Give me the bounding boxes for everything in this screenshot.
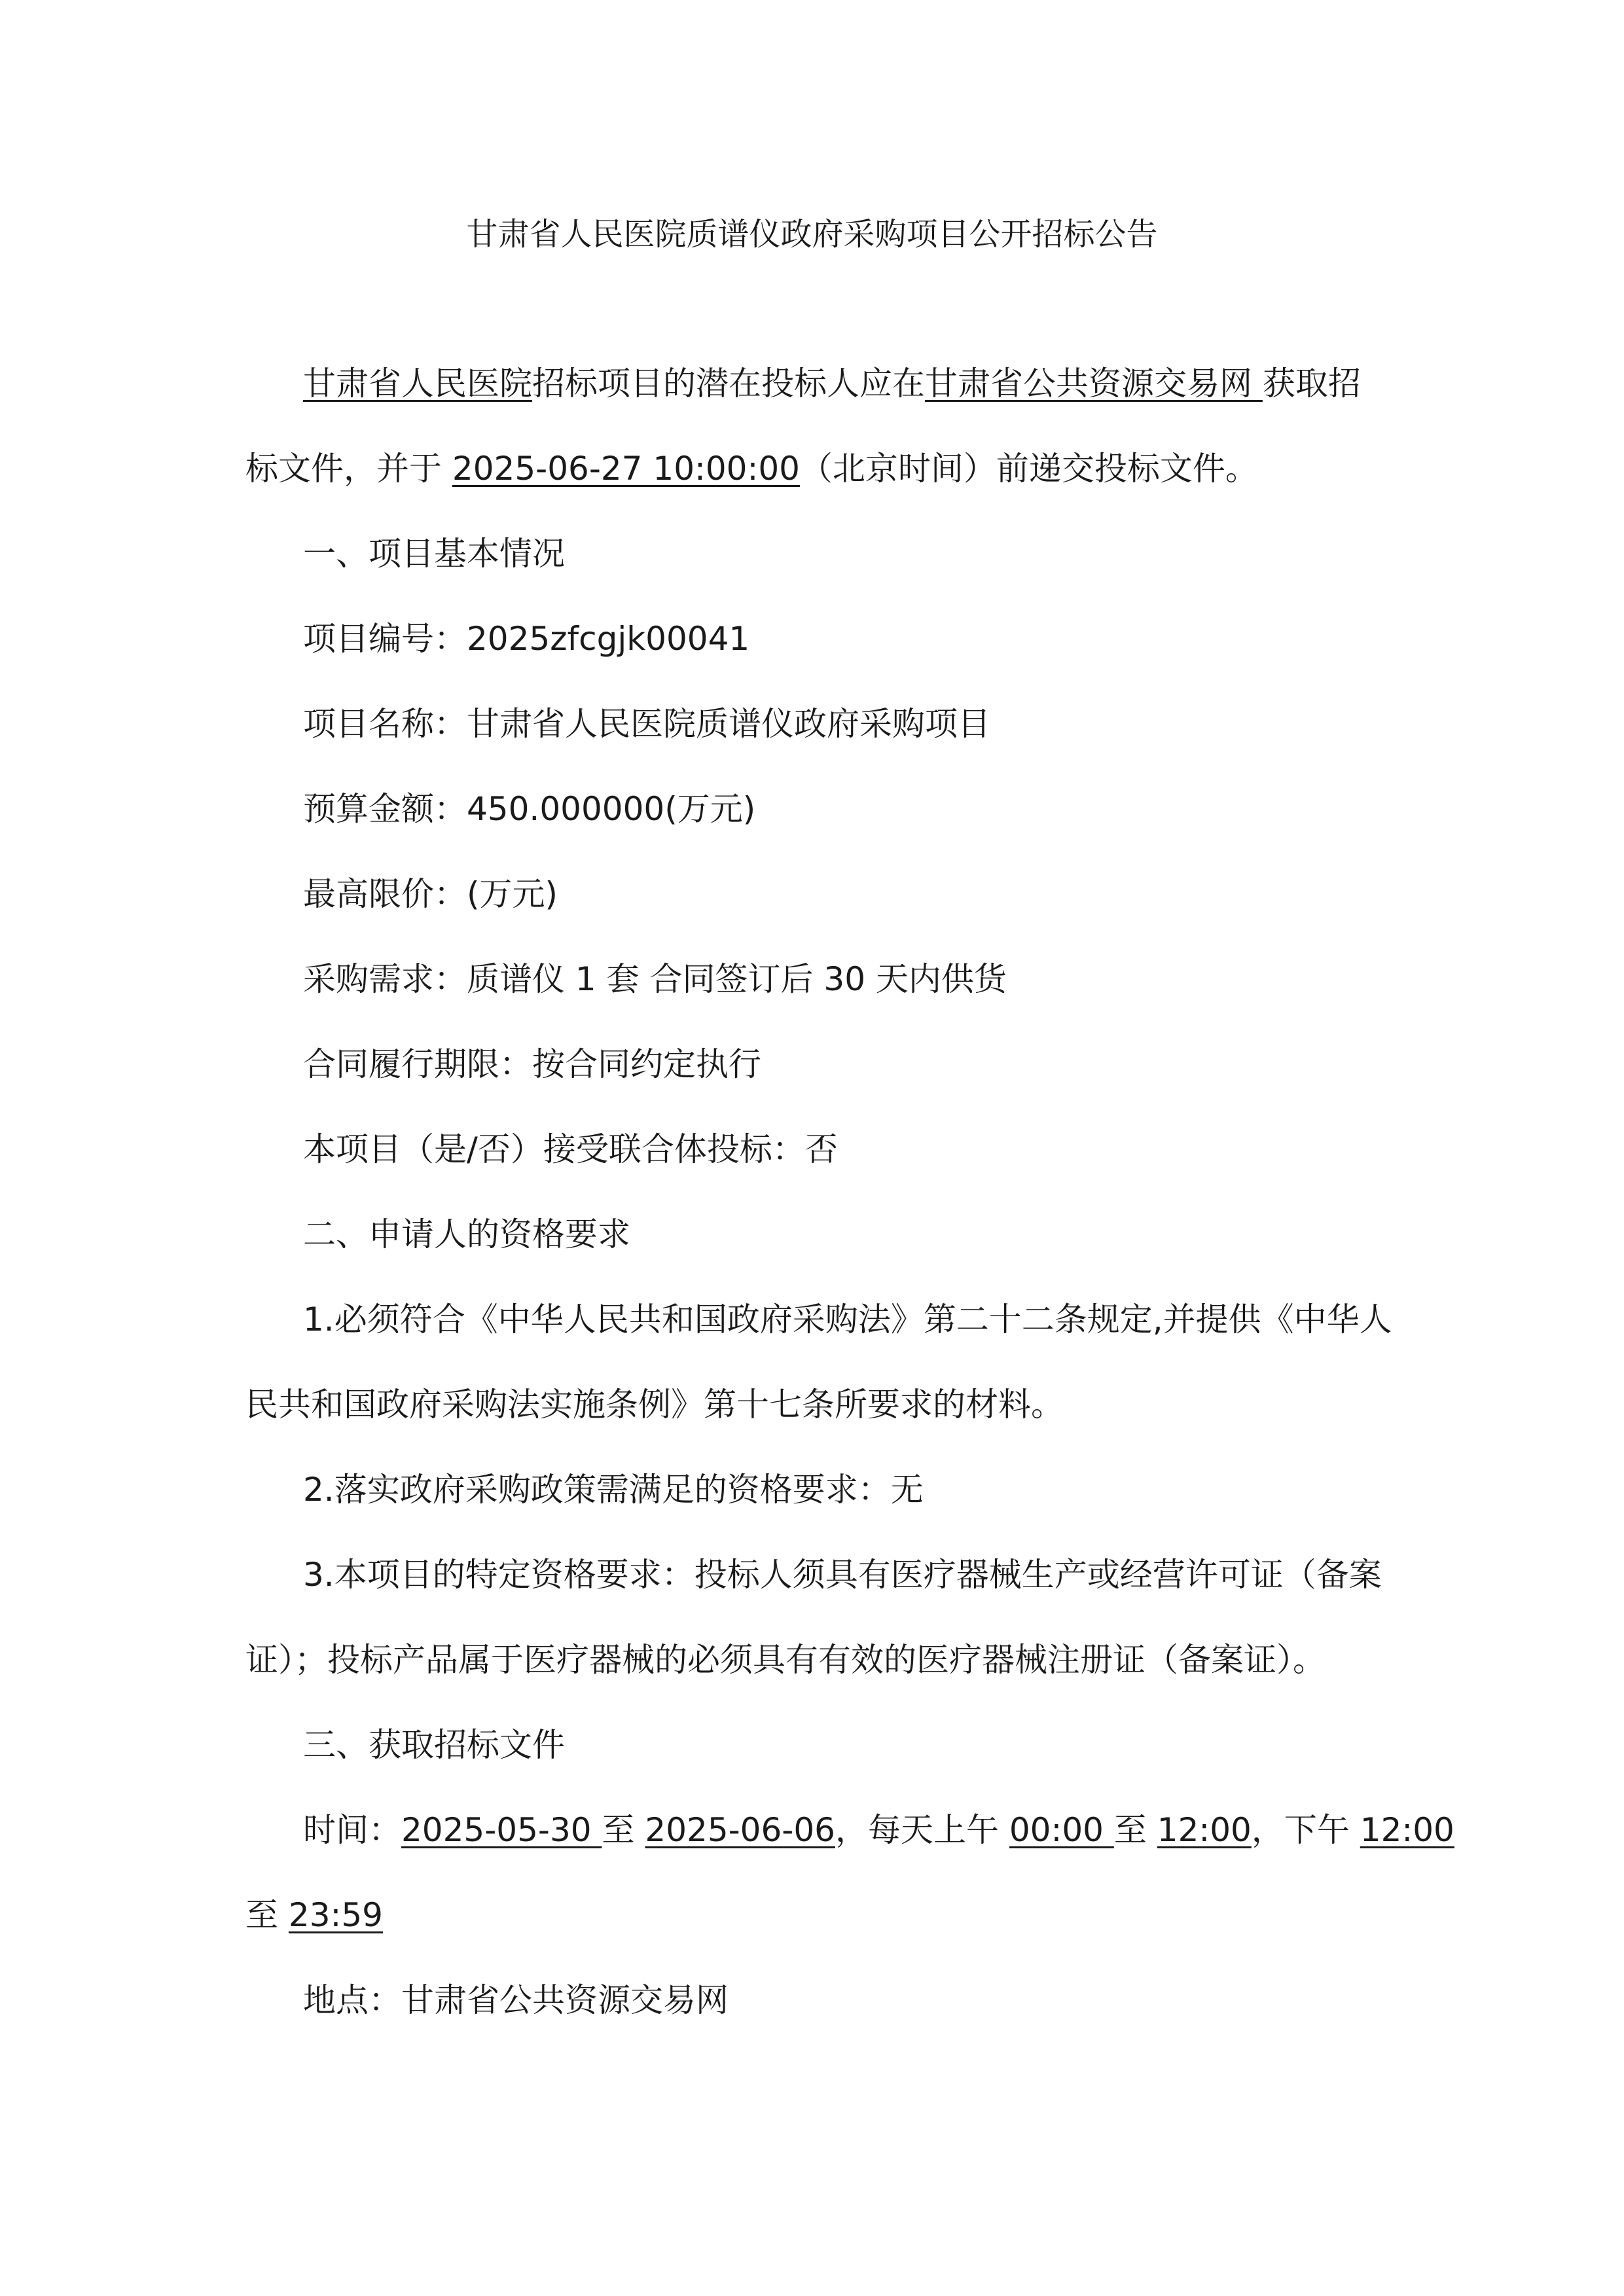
pm-start-time: 12:00	[1360, 1811, 1454, 1849]
qualification-3-line-2: 证）；投标产品属于医疗器械的必须具有有效的医疗器械注册证（备案证）。	[245, 1641, 1326, 1679]
page-title: 甘肃省人民医院质谱仪政府采购项目公开招标公告	[466, 216, 1158, 253]
acquisition-time-line-1: 时间：2025-05-30 至 2025-06-06，每天上午 00:00 至 12:00，下午 12:00	[303, 1811, 1454, 1849]
purchaser-name: 甘肃省人民医院	[303, 365, 532, 403]
submission-deadline: 2025-06-27 10:00:00	[452, 450, 800, 488]
acquisition-time-line-2: 至 23:59	[245, 1896, 383, 1934]
consortium-bidding: 本项目（是/否）接受联合体投标：否	[303, 1130, 838, 1168]
qualification-3-line-1: 3.本项目的特定资格要求：投标人须具有医疗器械生产或经营许可证（备案	[303, 1556, 1382, 1594]
end-date: 2025-06-06	[645, 1811, 835, 1849]
budget-amount: 预算金额：450.000000(万元)	[303, 790, 756, 828]
platform-name: 甘肃省公共资源交易网	[925, 365, 1263, 403]
project-number: 项目编号：2025zfcgjk00041	[303, 620, 750, 658]
acquisition-location: 地点：甘肃省公共资源交易网	[303, 1981, 729, 2019]
am-end-time: 12:00	[1157, 1811, 1252, 1849]
qualification-1-line-1: 1.必须符合《中华人民共和国政府采购法》第二十二条规定,并提供《中华人	[303, 1300, 1392, 1338]
contract-period: 合同履行期限：按合同约定执行	[303, 1045, 761, 1083]
intro-line-1: 甘肃省人民医院招标项目的潜在投标人应在甘肃省公共资源交易网 获取招	[303, 365, 1361, 403]
am-start-time: 00:00	[1009, 1811, 1114, 1849]
max-price: 最高限价：(万元)	[303, 875, 558, 913]
section-3-heading: 三、获取招标文件	[303, 1726, 565, 1764]
pm-end-time: 23:59	[288, 1896, 383, 1934]
qualification-2: 2.落实政府采购政策需满足的资格要求：无	[303, 1471, 924, 1509]
project-name: 项目名称：甘肃省人民医院质谱仪政府采购项目	[303, 705, 990, 743]
procurement-requirement: 采购需求：质谱仪 1 套 合同签订后 30 天内供货	[303, 960, 1007, 998]
start-date: 2025-05-30	[401, 1811, 602, 1849]
intro-line-2: 标文件，并于 2025-06-27 10:00:00（北京时间）前递交投标文件。	[245, 450, 1258, 488]
qualification-1-line-2: 民共和国政府采购法实施条例》第十七条所要求的材料。	[245, 1386, 1064, 1424]
section-1-heading: 一、项目基本情况	[303, 535, 565, 573]
section-2-heading: 二、申请人的资格要求	[303, 1215, 630, 1253]
